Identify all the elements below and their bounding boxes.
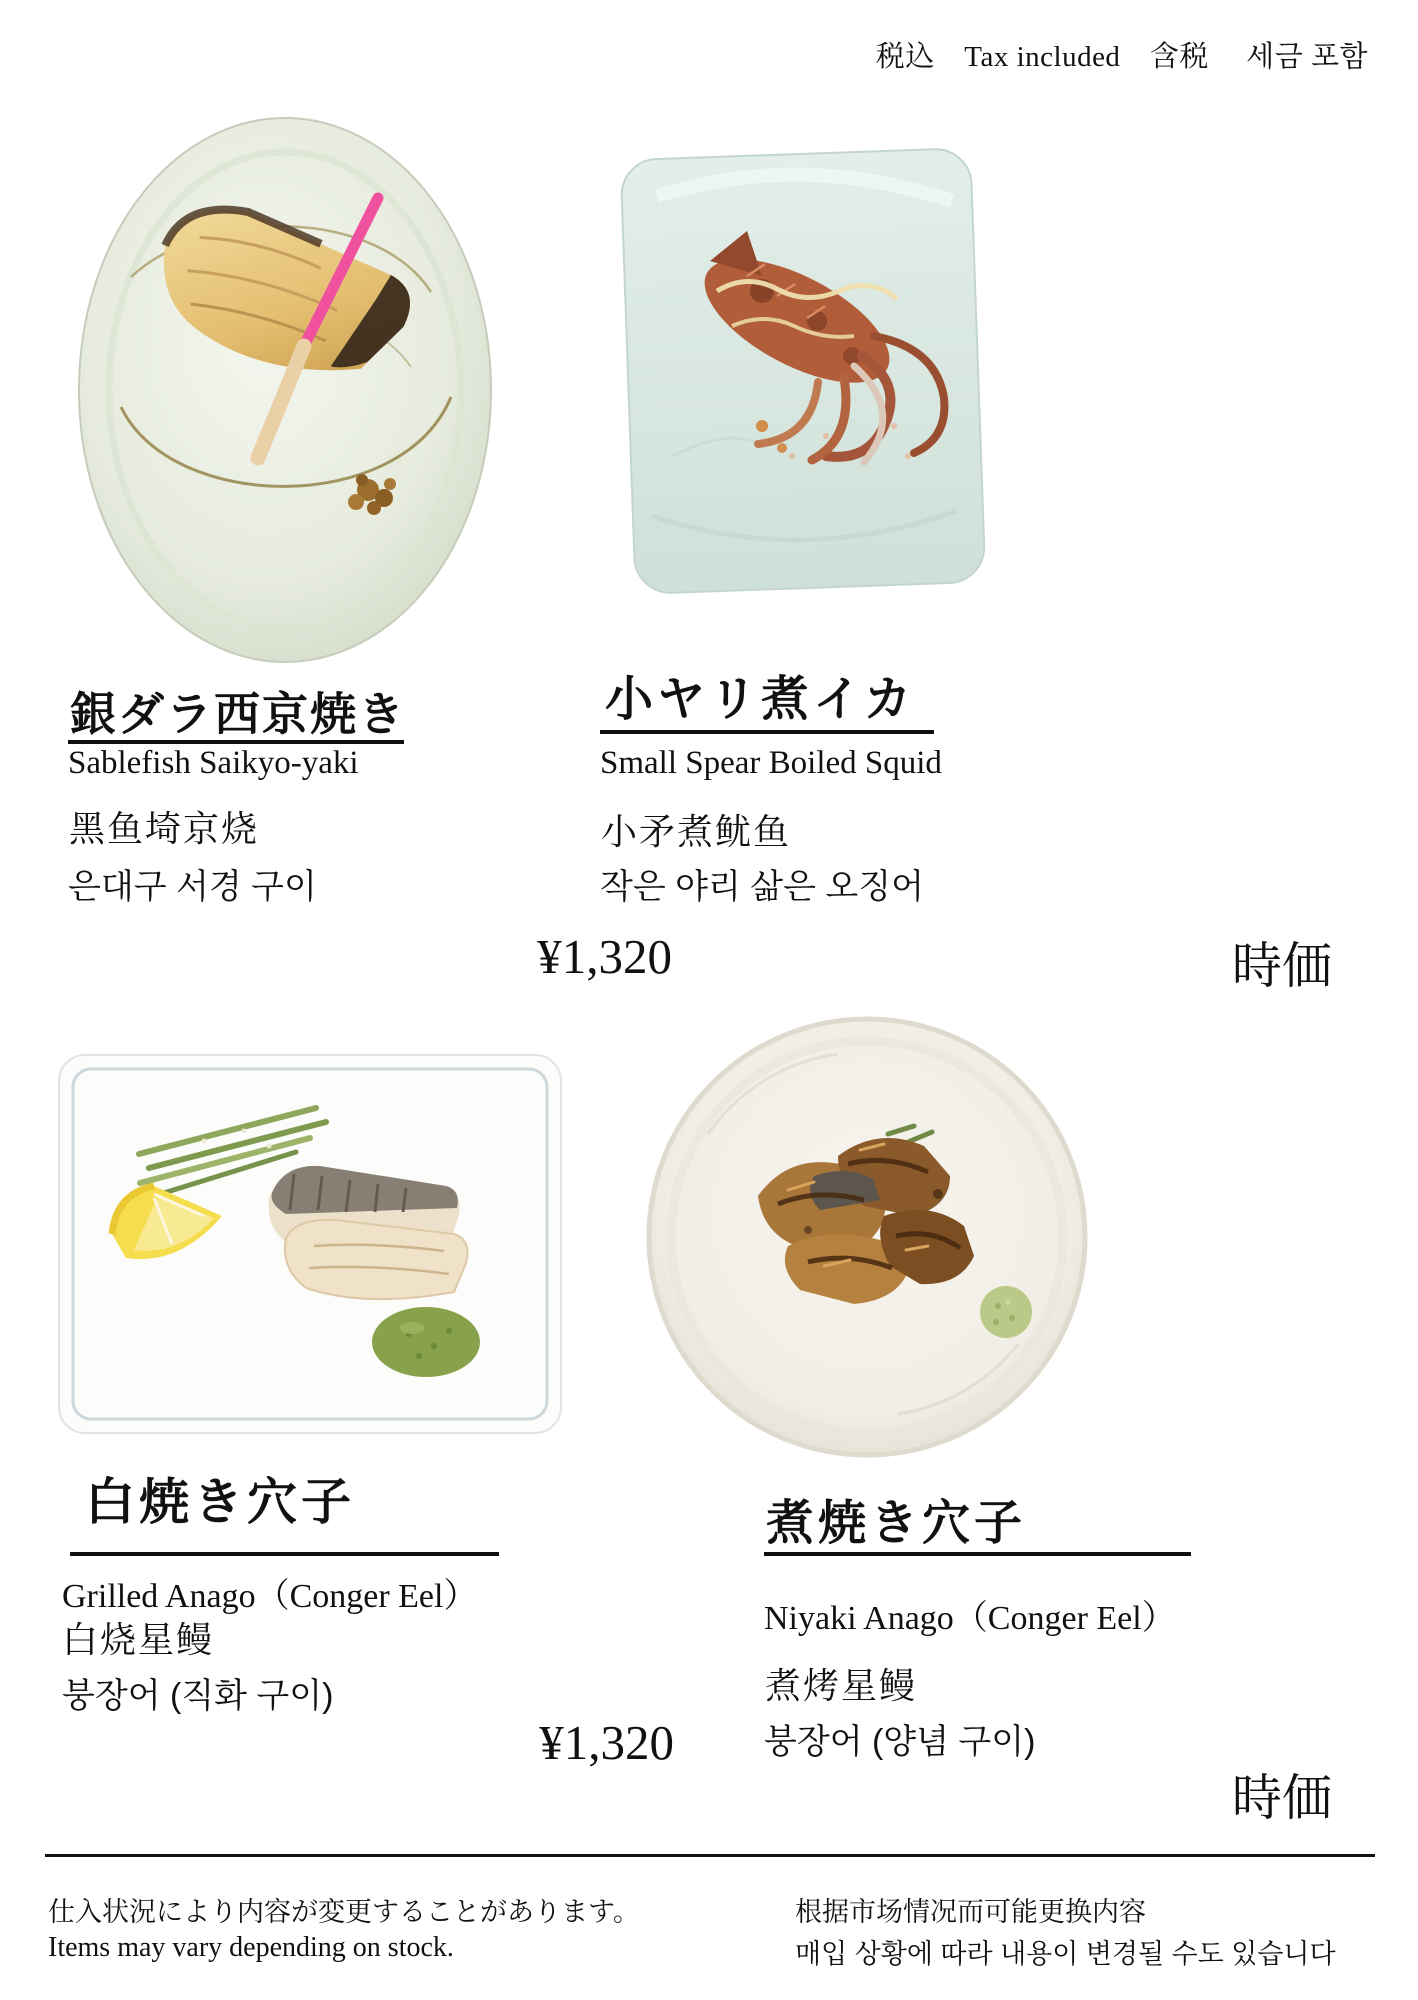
item-name-zh: 黑鱼埼京烧 [69, 809, 260, 849]
niyaki-anago-photo [638, 1014, 1096, 1460]
item-name-zh: 白烧星鳗 [62, 1620, 215, 1660]
item-name-en: Small Spear Boiled Squid [600, 745, 942, 781]
item-price: 時価 [1232, 1770, 1332, 1826]
item-name-ko: 작은 야리 삶은 오징어 [600, 868, 924, 906]
item-title-ja: 煮焼き穴子 [766, 1497, 1027, 1550]
item-name-en: Niyaki Anago（Conger Eel） [764, 1600, 1176, 1637]
item-price: 時価 [1232, 938, 1332, 994]
title-underline [600, 730, 934, 734]
title-underline [764, 1552, 1191, 1556]
item-name-ko: 은대구 서경 구이 [68, 868, 317, 906]
item-name-en: Grilled Anago（Conger Eel） [62, 1578, 478, 1615]
footer-note-ja: 仕入状況により内容が変更することがあります。 [48, 1897, 640, 1927]
tax-included-note: 税込 Tax included 含税 세금 포함 [875, 41, 1368, 73]
title-underline [68, 740, 404, 744]
item-price: ¥1,320 [537, 929, 672, 984]
footer-note-zh: 根据市场情况而可能更换内容 [795, 1897, 1146, 1927]
item-title-ja: 小ヤリ煮イカ [605, 673, 916, 726]
title-underline [70, 1552, 499, 1556]
item-name-ko: 붕장어 (양념 구이) [764, 1723, 1036, 1761]
item-name-zh: 煮烤星鳗 [765, 1666, 918, 1706]
green-sauce [372, 1307, 480, 1377]
grilled-anago-photo [54, 1046, 566, 1442]
item-name-ko: 붕장어 (직화 구이) [62, 1677, 334, 1715]
item-title-ja: 白焼き穴子 [85, 1474, 355, 1530]
sablefish-saikyo-yaki-photo [76, 112, 494, 664]
boiled-squid-photo [612, 126, 994, 618]
wasabi-ball [980, 1286, 1032, 1338]
item-name-en: Sablefish Saikyo-yaki [68, 745, 359, 781]
footer-divider [45, 1854, 1375, 1857]
item-title-ja: 銀ダラ西京焼き [70, 689, 406, 740]
item-name-zh: 小矛煮鱿鱼 [601, 812, 792, 852]
item-price: ¥1,320 [539, 1715, 674, 1770]
anago-pieces [269, 1166, 468, 1299]
footer-note-en: Items may vary depending on stock. [48, 1932, 454, 1963]
footer-note-ko: 매입 상황에 따라 내용이 변경될 수도 있습니다 [795, 1939, 1336, 1969]
